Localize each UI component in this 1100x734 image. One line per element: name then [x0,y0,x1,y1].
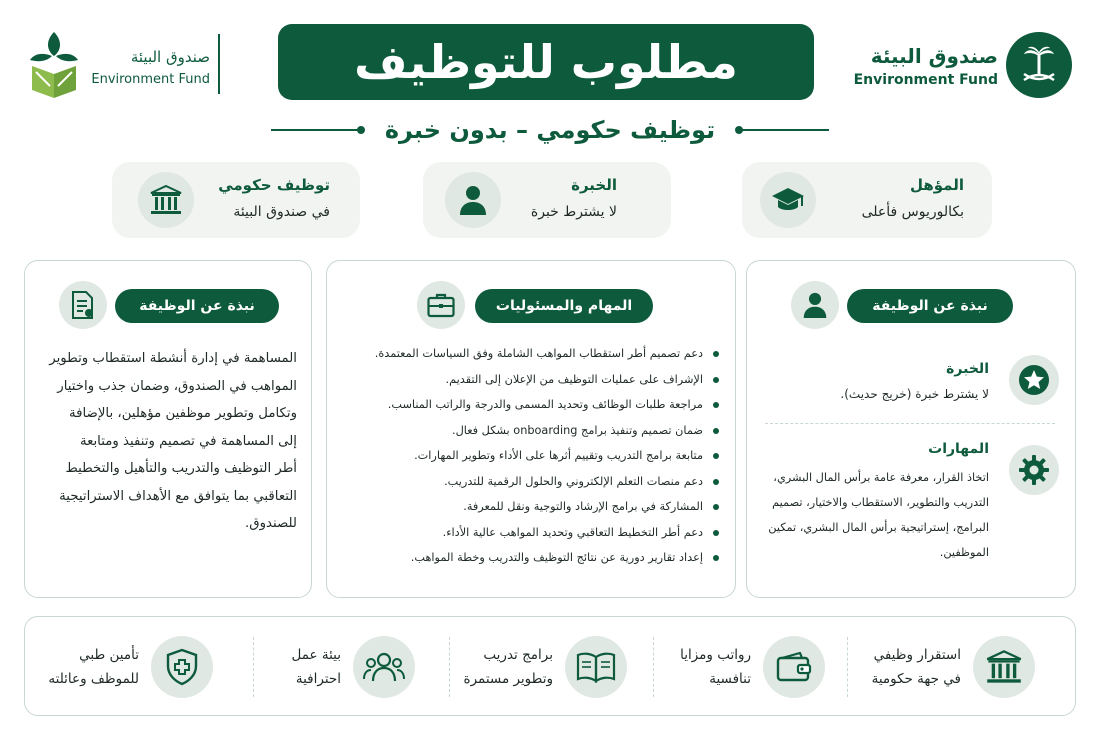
benefits-bar [24,616,1076,716]
benefit-divider [847,637,848,697]
logo-right-name-en: Environment Fund [853,72,998,88]
benefit-line: وتطوير مستمرة [463,671,553,687]
logo-divider [218,34,220,94]
skills-line: اتخاذ القرار، معرفة عامة برأس المال البشري، [773,471,989,484]
document-icon [59,281,107,329]
skills-line: التدريب والتطوير، الاستقطاب والاختيار، تصميم [772,496,989,509]
section-divider [765,423,1055,424]
panel-job-details [746,260,1076,598]
logo-right-text [848,44,998,88]
benefit-divider [449,637,450,697]
star-badge-icon [1009,355,1059,405]
logo-left-text [86,48,210,87]
info-card-label: الخبرة [571,176,617,194]
logo-left-name-ar: صندوق البيئة [130,48,210,66]
benefit-line: رواتب ومزايا [680,647,751,663]
medical-shield-icon [151,636,213,698]
benefit-line: بيئة عمل [291,647,341,663]
info-card-qualification [742,162,992,238]
benefit-line: للموظف وعائلته [48,671,139,687]
logo-right-name-ar: صندوق البيئة [870,44,998,68]
benefit-line: احترافية [295,671,341,687]
graduation-cap-icon [760,172,816,228]
benefit-medical-insurance [48,635,213,699]
benefit-divider [653,637,654,697]
panel-title: المهام والمسئوليات [475,289,653,323]
government-building-icon [138,172,194,228]
gear-icon [1009,445,1059,495]
list-item: متابعة برامج التدريب وتقييم أثرها على الأداء وتطوير المهارات. [339,443,719,469]
list-item: المشاركة في برامج الإرشاد والتوجية ونقل للمعرفة. [339,494,719,520]
list-item: ضمان تصميم وتنفيذ برامج onboarding بشكل فعال. [339,418,719,444]
list-item: إعداد تقارير دورية عن نتائج التوظيف والتدريب وخطة المواهب. [339,545,719,571]
government-building-icon [973,636,1035,698]
summary-line: للصندوق. [245,516,297,531]
benefit-line: تأمين طبي [79,647,139,663]
skills-text [753,465,989,565]
subtitle-row [250,112,850,148]
benefit-work-environment [291,635,415,699]
summary-line: المواهب في الصندوق، وضمان جذب واختيار [57,378,297,394]
skills-heading: المهارات [928,441,989,457]
list-item: مراجعة طلبات الوظائف وتحديد المسمى والدرجة والراتب المناسب. [339,392,719,418]
subtitle-dot [735,126,743,134]
summary-line: وتكامل وتطوير موظفين مؤهلين، بالإضافة [69,406,297,421]
panel-responsibilities [326,260,736,598]
benefit-divider [253,637,254,697]
wallet-icon [763,636,825,698]
info-card-value: بكالوريوس فأعلى [861,204,964,220]
benefit-job-stability [872,635,1035,699]
experience-heading: الخبرة [946,361,989,377]
panel-title: نبذة عن الوظيفة [847,289,1013,323]
panel-job-summary [24,260,312,598]
summary-line: التعاقبي بما يتوافق مع الأهداف الاستراتيجية [59,488,297,504]
summary-line: أطر التوظيف والتدريب والتأهيل والتخطيط [65,461,297,476]
responsibilities-list [339,341,719,571]
info-card-label: توظيف حكومي [218,176,330,194]
benefit-line: في جهة حكومية [871,671,961,687]
benefit-line: استقرار وظيفي [873,647,961,663]
page-title: مطلوب للتوظيف [278,24,814,100]
subtitle-line-right [739,129,829,131]
panel-title: نبذة عن الوظيفة [115,289,279,323]
list-item: دعم منصات التعلم الإلكتروني والحلول الرقمية للتدريب. [339,469,719,495]
team-icon [353,636,415,698]
list-item: دعم تصميم أطر استقطاب المواهب الشاملة وفق السياسات المعتمدة. [339,341,719,367]
page-subtitle: توظيف حكومي – بدون خبرة [384,116,716,144]
list-item: دعم أطر التخطيط التعاقبي وتحديد المواهب عالية الأداء. [339,520,719,546]
saudi-emblem-icon [1006,32,1072,98]
info-card-label: المؤهل [909,176,964,194]
open-book-icon [565,636,627,698]
info-card-government [112,162,360,238]
summary-line: إلى المساهمة في تصميم وتنفيذ ومتابعة [79,433,297,449]
person-icon [791,281,839,329]
list-item: الإشراف على عمليات التوظيف من الإعلان إلى التقديم. [339,367,719,393]
info-card-value: لا يشترط خبرة [530,204,617,220]
skills-line: الموظفين. [939,546,989,559]
summary-line: المساهمة في إدارة أنشطة استقطاب وتطوير [49,351,297,366]
benefit-salaries [680,635,825,699]
environment-fund-logo-icon [26,26,82,100]
info-card-experience [423,162,671,238]
benefit-line: تنافسية [709,671,751,687]
benefit-training [464,635,628,699]
briefcase-icon [417,281,465,329]
job-summary-text [37,345,297,538]
skills-line: البرامج، إستراتيجية برأس المال البشري، تمكين [768,521,989,534]
benefit-line: برامج تدريب [483,647,553,663]
experience-text: لا يشترط خبرة (خريج حديث). [840,387,989,401]
subtitle-line-left [271,129,361,131]
subtitle-dot [357,126,365,134]
info-card-value: في صندوق البيئة [233,204,330,220]
logo-left-name-en: Environment Fund [91,72,210,87]
